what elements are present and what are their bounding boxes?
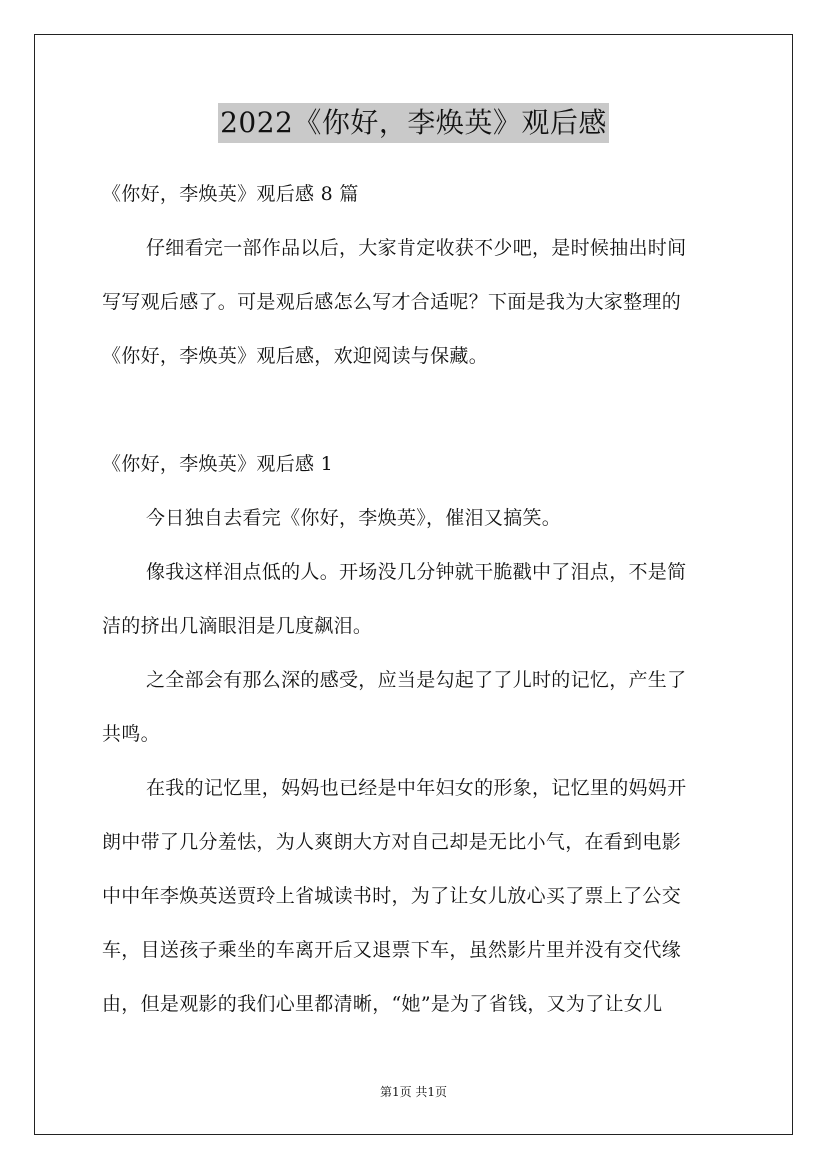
intro-line-1: 仔细看完一部作品以后，大家肯定收获不少吧，是时候抽出时间	[146, 237, 687, 259]
document-title: 2022《你好，李焕英》观后感	[218, 103, 609, 143]
body-line-4: 之全部会有那么深的感受，应当是勾起了了儿时的记忆，产生了	[146, 669, 687, 691]
section-heading: 《你好，李焕英》观后感 1	[102, 453, 334, 475]
body-line-1: 今日独自去看完《你好，李焕英》，催泪又搞笑。	[146, 507, 562, 529]
body-line-3: 洁的挤出几滴眼泪是几度飙泪。	[102, 615, 373, 637]
intro-line-3: 《你好，李焕英》观后感，欢迎阅读与保藏。	[102, 345, 489, 367]
body-line-5: 共鸣。	[102, 723, 160, 745]
body-line-6: 在我的记忆里，妈妈也已经是中年妇女的形象，记忆里的妈妈开	[146, 777, 687, 799]
body-line-9: 车，目送孩子乘坐的车离开后又退票下车，虽然影片里并没有交代缘	[102, 939, 682, 961]
page-footer: 第1页 共1页	[379, 1085, 448, 1099]
body-line-8: 中中年李焕英送贾玲上省城读书时，为了让女儿放心买了票上了公交	[102, 885, 682, 907]
intro-line-2: 写写观后感了。可是观后感怎么写才合适呢？下面是我为大家整理的	[102, 291, 682, 313]
title-container	[0, 103, 827, 143]
document-subtitle: 《你好，李焕英》观后感 8 篇	[102, 183, 359, 205]
body-line-10: 由，但是观影的我们心里都清晰，“她”是为了省钱，又为了让女儿	[102, 993, 663, 1015]
body-line-7: 朗中带了几分羞怯，为人爽朗大方对自己却是无比小气，在看到电影	[102, 831, 682, 853]
body-line-2: 像我这样泪点低的人。开场没几分钟就干脆戳中了泪点，不是简	[146, 561, 687, 583]
